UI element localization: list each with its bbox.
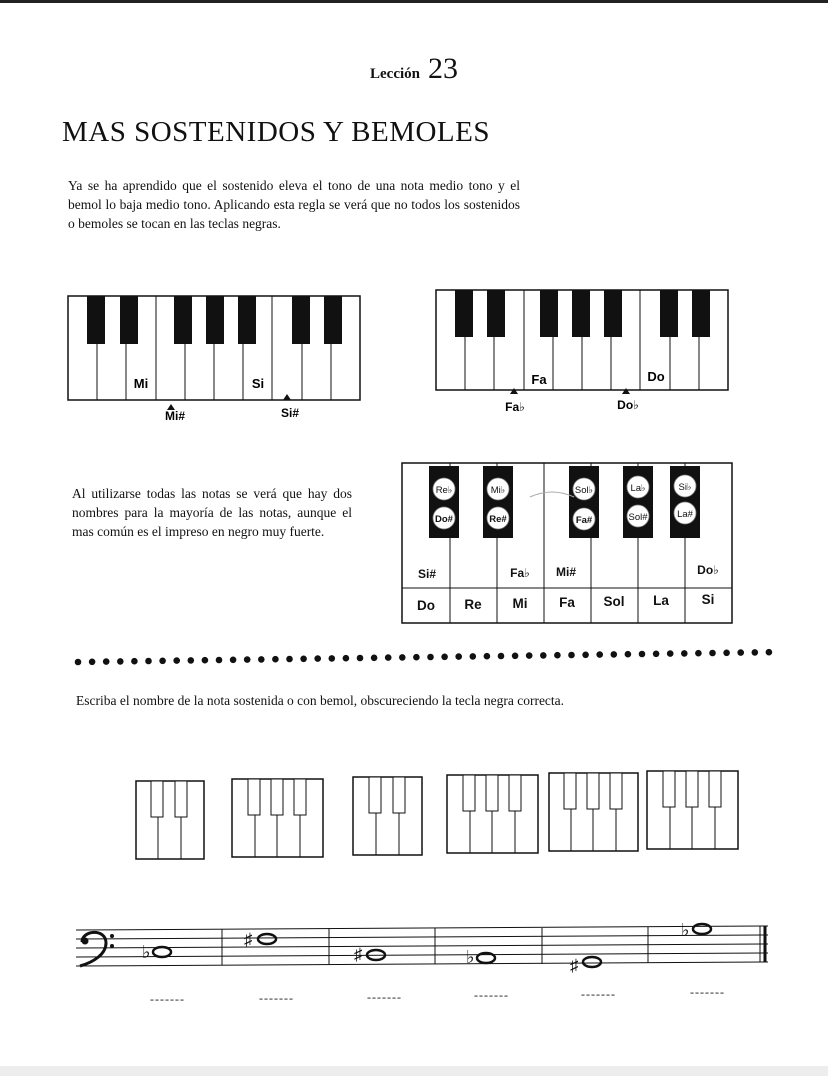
black-key-top-4: Si♭ (678, 482, 692, 493)
keyboard-note-names (402, 463, 734, 627)
separator-dot (258, 656, 265, 663)
sharp-sign-3: ♯ (354, 945, 363, 964)
separator-dot (329, 655, 336, 662)
note-names-paragraph: Al utilizarse todas las notas se verá que hay dos nombres para la mayoría de las notas, aunque el mas común es el impreso en negro muy fuerte. (72, 486, 352, 539)
separator-dot (568, 652, 575, 659)
bass-staff (76, 918, 772, 978)
separator-dot (484, 653, 491, 660)
black-key-top-0: Re♭ (435, 485, 453, 496)
separator-dot (554, 652, 561, 659)
exercise-keyboard-6[interactable] (647, 771, 741, 851)
separator-dot (709, 650, 716, 657)
separator-dot (244, 656, 251, 663)
white-key-upper-mi-sharp: Mi# (555, 565, 577, 579)
exercise-keyboard-2[interactable] (232, 779, 326, 859)
white-key-upper-do-flat: Do♭ (697, 563, 719, 577)
separator-dot (695, 650, 702, 657)
separator-dot (131, 658, 138, 665)
white-key-la: La (653, 593, 669, 608)
flat-sign-6: ♭ (681, 920, 690, 940)
black-key-bottom-2: Fa# (575, 515, 593, 526)
page-title: MAS SOSTENIDOS Y BEMOLES (62, 116, 490, 148)
white-key-do: Do (417, 598, 435, 613)
sharp-sign-5: ♯ (570, 956, 579, 975)
separator-dot (455, 653, 462, 660)
separator-dot (639, 651, 646, 658)
sharp-sign-2: ♯ (244, 930, 253, 949)
exercise-keyboard-5[interactable] (549, 773, 641, 853)
separator-dot (582, 652, 589, 659)
separator-dot (540, 652, 547, 659)
separator-dot (625, 651, 632, 658)
separator-dot (498, 653, 505, 660)
white-key-mi: Mi (512, 596, 528, 611)
separator-dot (300, 656, 307, 663)
whole-note (693, 924, 711, 934)
white-key-sol: Sol (603, 594, 625, 609)
white-key-si: Si (701, 592, 715, 607)
key-label-fa: Fa (531, 372, 547, 387)
separator-dot (314, 655, 321, 662)
bass-clef-icon (80, 932, 114, 966)
top-border (0, 0, 828, 3)
separator-dot (611, 651, 618, 658)
separator-dot (681, 650, 688, 657)
white-key-re: Re (464, 597, 482, 612)
black-key-top-1: Mi♭ (490, 485, 506, 496)
separator-dot (159, 658, 166, 665)
whole-note (258, 934, 276, 944)
separator-dot (75, 659, 82, 666)
separator-dot (89, 659, 96, 666)
separator-dot (216, 657, 223, 664)
lesson-heading (0, 52, 828, 86)
separator-dot (723, 650, 730, 657)
black-key-bottom-0: Do# (435, 514, 453, 525)
separator-dot (441, 654, 448, 661)
separator-dot (173, 657, 180, 664)
intro-paragraph: Ya se ha aprendido que el sostenido eleva el tono de una nota medio tono y el bemol lo baja medio tono. Aplicando esta regla se verá que no todos los sostenidos o bemoles se tocan en las teclas negras. (68, 178, 520, 231)
white-key-fa: Fa (559, 595, 575, 610)
separator-dot (667, 650, 674, 657)
arrow-label-fa-flat: Fa♭ (505, 400, 525, 414)
exercise-keyboard-4[interactable] (447, 775, 541, 855)
separator-dot (470, 653, 477, 660)
separator-dot (596, 651, 603, 658)
black-key-bottom-4: La# (677, 509, 693, 520)
separator-dot (188, 657, 195, 664)
key-label-mi: Mi (133, 376, 149, 391)
separator-dot (117, 658, 124, 665)
answer-blank[interactable]: ------- (150, 992, 185, 1006)
whole-note (583, 957, 601, 967)
white-key-upper-si-sharp: Si# (417, 567, 437, 581)
separator-dot (427, 654, 434, 661)
separator-dot (512, 653, 519, 660)
separator-dot (357, 655, 364, 662)
separator-dot (145, 658, 152, 665)
answer-blank[interactable]: ------- (581, 987, 616, 1001)
bottom-edge (0, 1066, 828, 1076)
key-label-si: Si (251, 376, 265, 391)
separator-dot (737, 649, 744, 656)
dotted-separator (74, 644, 770, 664)
exercise-keyboard-1[interactable] (136, 781, 206, 861)
separator-dot (385, 654, 392, 661)
separator-dot (286, 656, 293, 663)
arrow-label-si-sharp: Si# (280, 406, 300, 420)
answer-blank[interactable]: ------- (367, 990, 402, 1004)
separator-dot (202, 657, 209, 664)
black-key-top-3: La♭ (630, 483, 646, 494)
keyboard-sharps (68, 296, 362, 426)
separator-dot (653, 651, 660, 658)
answer-blank[interactable]: ------- (474, 988, 509, 1002)
flat-sign-1: ♭ (142, 942, 151, 962)
separator-dot (752, 649, 759, 656)
separator-dot (343, 655, 350, 662)
whole-note (153, 947, 171, 957)
exercise-instruction: Escriba el nombre de la nota sostenida o con bemol, obscureciendo la tecla negra correcta. (76, 693, 565, 708)
arrow-label-do-flat: Do♭ (617, 398, 639, 412)
arrow-label-mi-sharp: Mi# (164, 409, 186, 423)
keyboard-flats (436, 290, 730, 420)
separator-dot (230, 657, 237, 664)
separator-dot (766, 649, 773, 656)
separator-dot (399, 654, 406, 661)
black-key-top-2: Sol♭ (574, 485, 594, 496)
lesson-number: 23 (428, 52, 458, 85)
key-label-do: Do (647, 369, 665, 384)
black-key-bottom-3: Sol# (628, 512, 648, 523)
separator-dot (272, 656, 279, 663)
separator-dot (413, 654, 420, 661)
lesson-word: Lección (370, 66, 420, 82)
white-key-upper-fa-flat: Fa♭ (510, 566, 530, 580)
flat-sign-4: ♭ (466, 947, 475, 967)
separator-dot (526, 652, 533, 659)
separator-dot (371, 655, 378, 662)
exercise-keyboard-3[interactable] (353, 777, 425, 857)
answer-blank[interactable]: ------- (690, 985, 725, 999)
separator-dot (103, 658, 110, 665)
answer-blank[interactable]: ------- (259, 991, 294, 1005)
black-key-bottom-1: Re# (489, 514, 507, 525)
